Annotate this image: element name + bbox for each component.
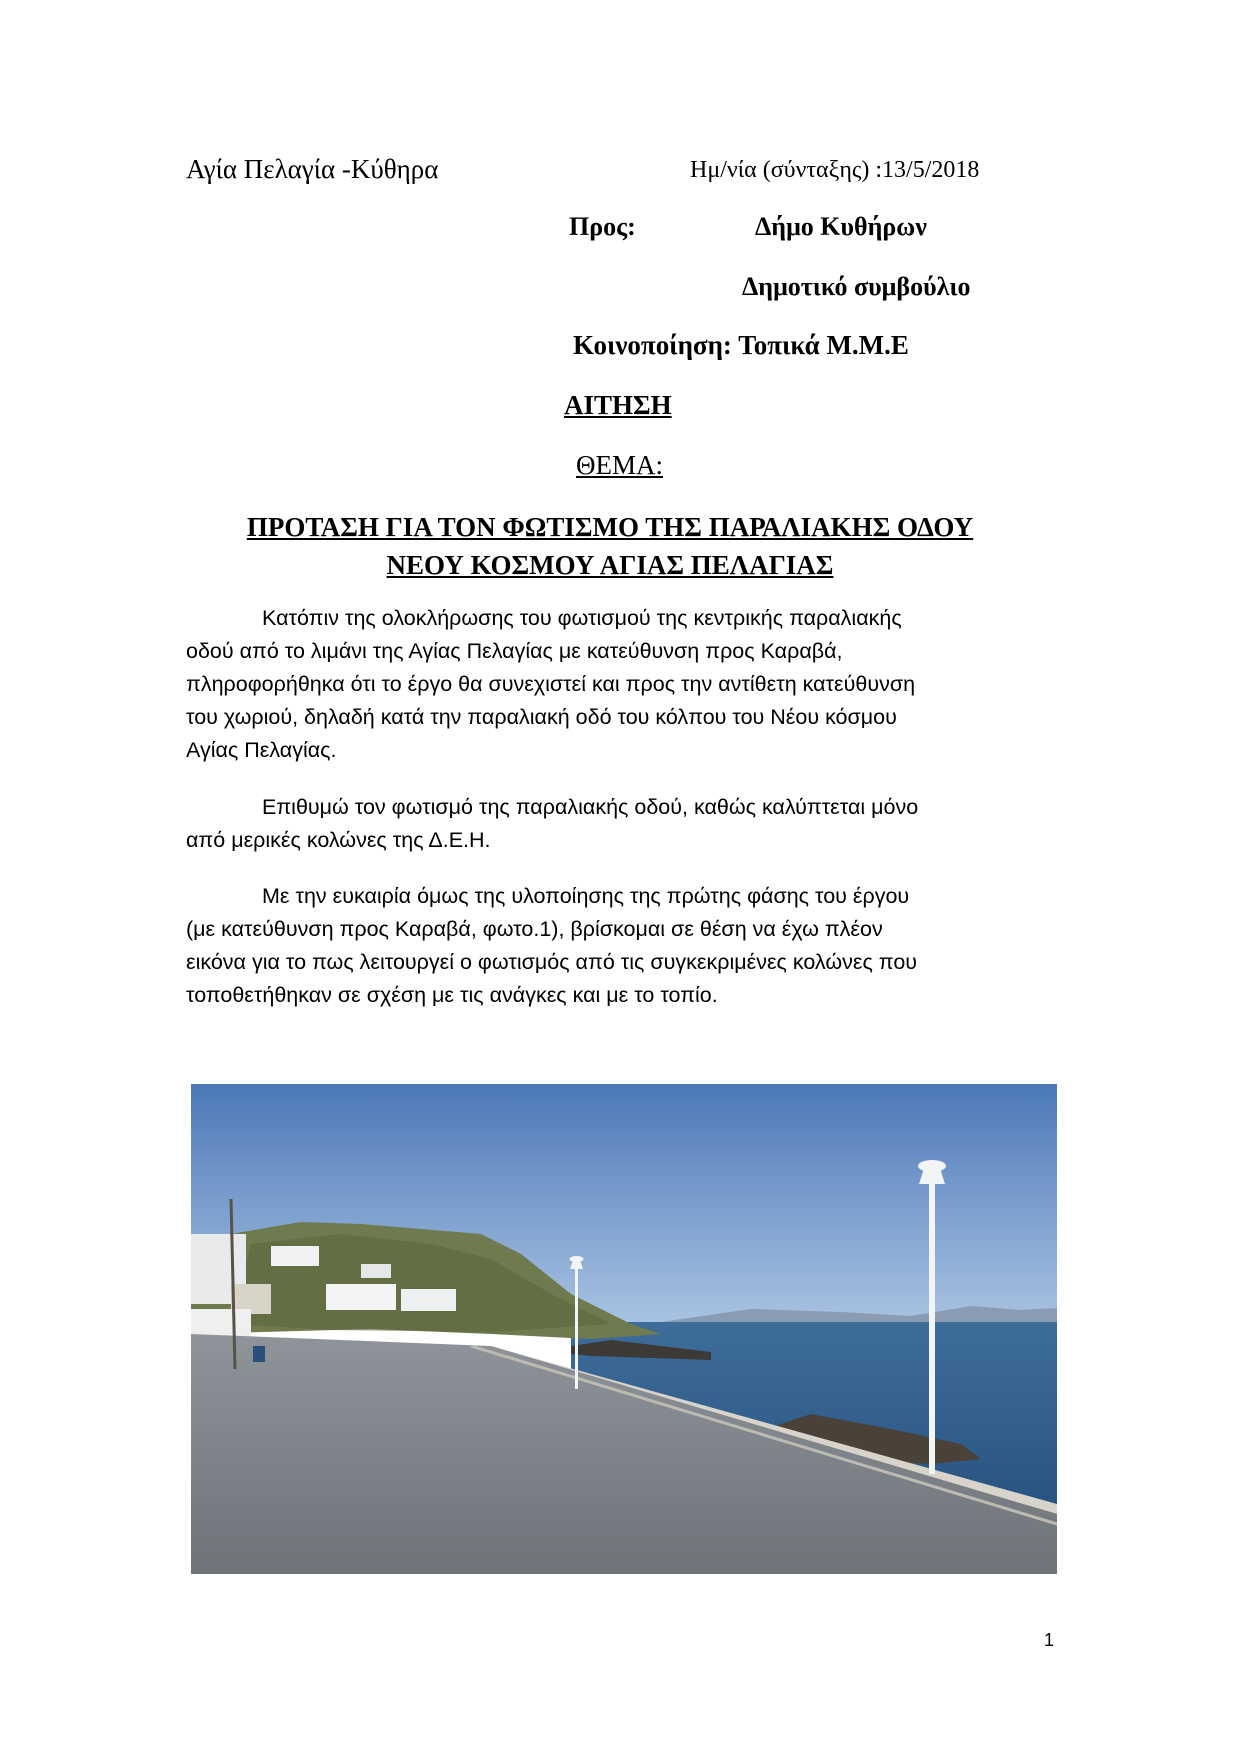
subject-label: ΘΕΜΑ: [576,450,663,480]
to-label: Προς: [569,212,636,241]
recipient-municipality: Δήμο Κυθήρων [755,212,927,241]
page-number: 1 [1044,1630,1055,1650]
composition-date: Ημ/νία (σύνταξης) :13/5/2018 [690,157,980,183]
paragraph-line: Με την ευκαιρία όμως της υλοποίησης της πρώτης φάσης του έργου [262,884,910,908]
coastal-road-photo [191,1084,1057,1574]
paragraph-line: Κατόπιν της ολοκλήρωσης του φωτισμού της κεντρικής παραλιακής [262,606,902,630]
rubbish-bin [253,1346,265,1362]
subject-title [170,508,1050,584]
paragraph-line: Αγίας Πελαγίας. [186,738,337,762]
paragraph-line: από μερικές κολώνες της Δ.Ε.Η. [186,828,491,852]
recipient-council: Δημοτικό συμβούλιο [742,272,971,301]
paragraph-line: Επιθυμώ τον φωτισμό της παραλιακής οδού, καθώς καλύπτεται μόνο [262,795,919,819]
paragraph-line: πληροφορήθηκα ότι το έργο θα συνεχιστεί και προς την αντίθετη κατεύθυνση [186,672,916,696]
place-name: Αγία Πελαγία -Κύθηρα [186,154,439,184]
subject-title-line-2: ΝΕΟΥ ΚΟΣΜΟΥ ΑΓΙΑΣ ΠΕΛΑΓΙΑΣ [386,550,834,580]
subject-title-line-1: ΠΡΟΤΑΣΗ ΓΙΑ ΤΟΝ ΦΩΤΙΣΜΟ ΤΗΣ ΠΑΡΑΛΙΑΚΗΣ ΟΔΟΥ [246,512,974,542]
paragraph-line: του χωριού, δηλαδή κατά την παραλιακή οδό του κόλπου του Νέου κόσμου [186,705,897,729]
paragraph-line: εικόνα για το πως λειτουργεί ο φωτισμός από τις συγκεκριμένες κολώνες που [186,950,918,974]
request-heading: ΑΙΤΗΣΗ [564,390,672,420]
body-paragraph-3 [186,880,1066,1012]
body-paragraph-2 [186,791,1066,857]
paragraph-line: οδού από το λιμάνι της Αγίας Πελαγίας με κατεύθυνση προς Καραβά, [186,639,843,663]
carbon-copy-line: Κοινοποίηση: Τοπικά Μ.Μ.Ε [573,330,909,360]
paragraph-line: τοποθετήθηκαν σε σχέση με τις ανάγκες και με το τοπίο. [186,983,718,1007]
paragraph-line: (με κατεύθυνση προς Καραβά, φωτο.1), βρίσκομαι σε θέση να έχω πλέον [186,917,883,941]
body-paragraph-1 [186,602,1066,767]
